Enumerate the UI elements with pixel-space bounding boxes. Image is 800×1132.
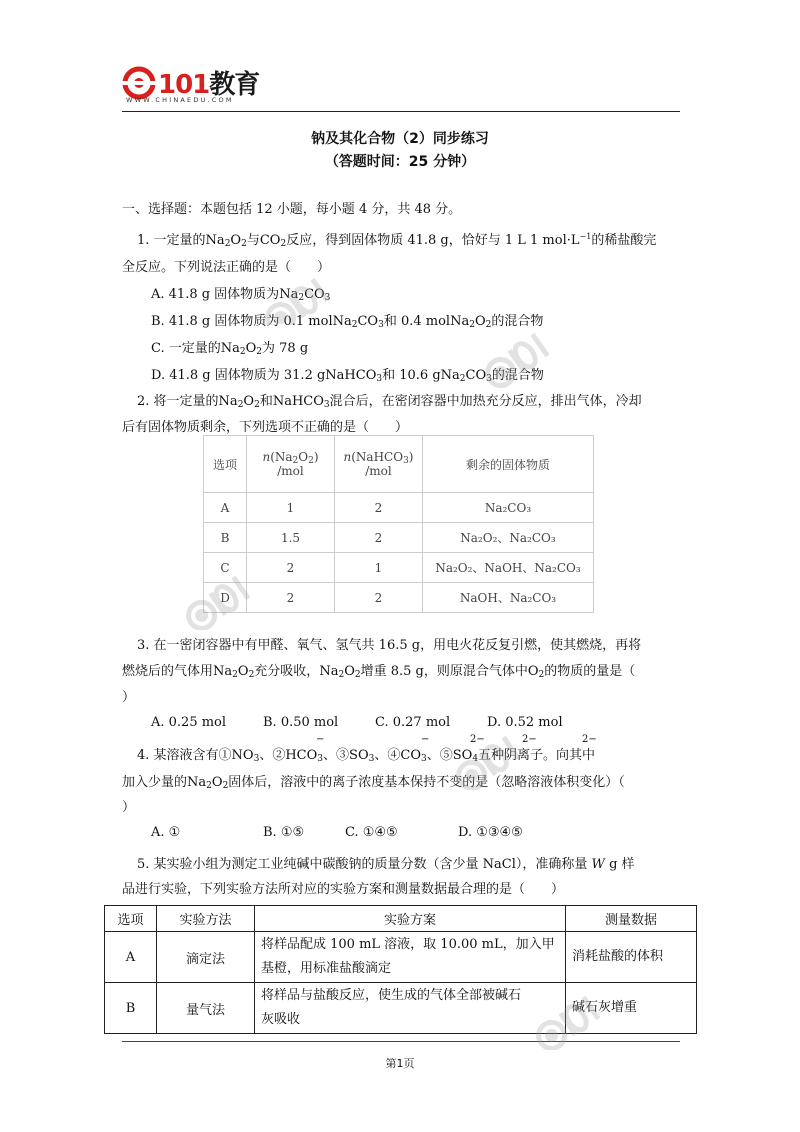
- q1-option-b: B. 41.8 g 固体物质为 0.1 $molNa_2CO_3$和 0.4 $molNa_2O_2$的混合物: [151, 314, 544, 330]
- table-row: A 滴定法 将样品配成 100 mL 溶液，取 10.00 mL，加入甲 基橙，用标准盐酸滴定 消耗盐酸的体积: [105, 932, 697, 983]
- charge-hco3: −: [421, 734, 430, 745]
- q5-line1: 5. 某实验小组为测定工业纯碱中碳酸钠的质量分数（含少量 NaCl），准确称量 W g 样: [137, 857, 635, 872]
- table-row: B 1.5 2 Na₂O₂、Na₂CO₃: [204, 523, 594, 553]
- q3-line3: ）: [122, 690, 136, 705]
- table-header-row: 选项 实验方法 实验方案 测量数据: [105, 906, 697, 932]
- q4-option-b: B. ①⑤: [263, 825, 305, 840]
- charge-so4: 2−: [582, 734, 597, 745]
- q5-table: [104, 905, 697, 1034]
- header-na2o2: $n(Na_2O_2)$ /mol: [247, 436, 335, 493]
- logo-icon: [122, 66, 156, 100]
- page-number: 第1页: [385, 1057, 415, 1070]
- q4-option-a: A. ①: [151, 825, 181, 840]
- table-header-row: [204, 436, 594, 493]
- header-rule: [122, 111, 680, 112]
- table-row: D 2 2 NaOH、Na₂CO₃: [204, 583, 594, 613]
- section-heading: 一、选择题：本题包括 12 小题，每小题 4 分，共 48 分。: [122, 202, 462, 217]
- q4-option-c: C. ①④⑤: [345, 825, 398, 840]
- table-row: C 2 1 Na₂O₂、NaOH、Na₂CO₃: [204, 553, 594, 583]
- q4-line3: ）: [122, 800, 136, 815]
- header-option: 选项: [204, 436, 247, 493]
- charge-so3: 2−: [470, 734, 485, 745]
- table-row: B 量气法 将样品与盐酸反应，使生成的气体全部被碱石 灰吸收 碱石灰增重: [105, 983, 697, 1034]
- q4-line1: 4. 某溶液含有$①NO_3$、$②HCO_3$、$③SO_3$、$④CO_3$、$⑤SO_4$五种阴离子。向其中: [137, 748, 596, 764]
- header-remaining: 剩余的固体物质: [423, 436, 594, 493]
- q1-line1: 1. 一定量的$Na_2O_2$与$CO_2$反应，得到固体物质 41.8 g，恰好与 1 L 1 $mol\cdot L^{-1}$的稀盐酸完: [137, 232, 657, 249]
- q5-line2: 品进行实验，下列实验方法所对应的实验方案和测量数据最合理的是（ ）: [122, 882, 565, 897]
- q2-table: [203, 435, 594, 613]
- q2-line1: 2. 将一定量的$Na_2O_2$和NaHCO$_3$混合后，在密闭容器中加热充分反应，排出气体，冷却: [137, 394, 642, 410]
- q1-option-c: C. 一定量的$Na_2O_2$为 78 g: [151, 341, 309, 357]
- charge-no3: −: [316, 734, 325, 745]
- footer-rule: [122, 1041, 680, 1042]
- q3-option-d: D. 0.52 mol: [487, 715, 563, 730]
- logo-wordmark: 101教育: [158, 70, 260, 100]
- q4-option-d: D. ①③④⑤: [458, 825, 523, 840]
- logo: [122, 62, 262, 108]
- q4-line2: 加入少量的$Na_2O_2$固体后，溶液中的离子浓度基本保持不变的是（忽略溶液体积变化）（: [122, 775, 625, 791]
- page-subtitle: （答题时间：25 分钟）: [324, 154, 476, 170]
- q1-line2: 全反应。下列说法正确的是（ ）: [122, 260, 331, 275]
- q1-option-d: D. 41.8 g 固体物质为 31.2 gNaHCO$_3$和 10.6 $gNa_2CO_3$的混合物: [151, 368, 544, 384]
- header-nahco3: n(NaHCO$_3$) /mol: [335, 436, 423, 493]
- logo-url: WWW.CHINAEDU.COM: [126, 96, 234, 104]
- q3-option-c: C. 0.27 mol: [375, 715, 451, 730]
- q3-option-b: B. 0.50 mol: [263, 715, 339, 730]
- q3-line1: 3. 在一密闭容器中有甲醛、氧气、氢气共 16.5 g，用电火花反复引燃，使其燃烧，再将: [137, 638, 642, 653]
- page-title: 钠及其化合物（2）同步练习: [311, 131, 489, 147]
- table-row: A 1 2 Na₂CO₃: [204, 493, 594, 523]
- q1-option-a: A. 41.8 g 固体物质为$Na_2CO_3$: [151, 287, 331, 303]
- q3-option-a: A. 0.25 mol: [151, 715, 227, 730]
- charge-co3: 2−: [522, 734, 537, 745]
- q2-line2: 后有固体物质剩余，下列选项不正确的是（ ）: [122, 420, 409, 435]
- q3-line2: 燃烧后的气体用$Na_2O_2$充分吸收，$Na_2O_2$增重 8.5 g，则原混合气体中$O_2$的物质的量是（: [122, 664, 636, 680]
